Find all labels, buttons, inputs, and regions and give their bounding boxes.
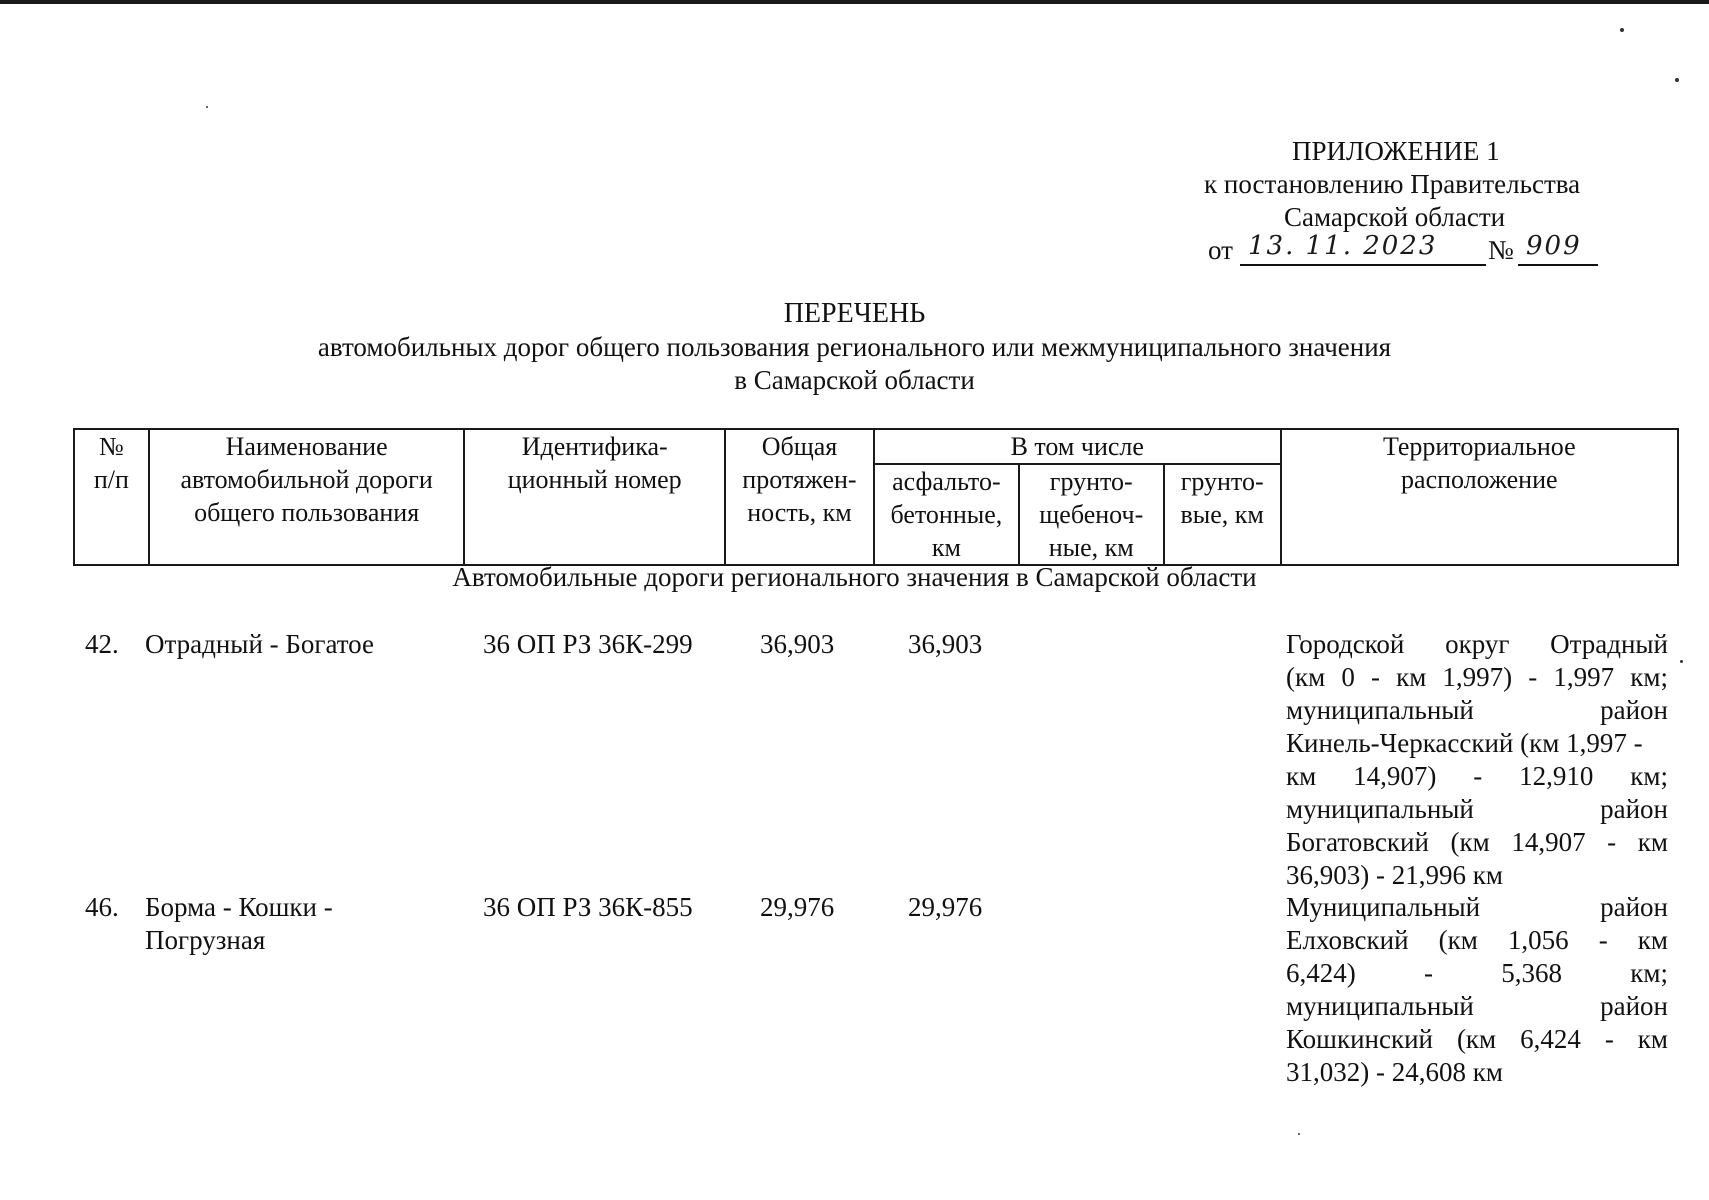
road-id: 36 ОП РЗ 36К-855 — [483, 892, 693, 922]
section-title: Автомобильные дороги регионального значения в Самарской области — [452, 562, 1257, 592]
handwritten-number: 909 — [1526, 231, 1582, 261]
appendix-from-label: от — [1208, 235, 1233, 265]
header-col-number: № п/п — [74, 429, 149, 565]
header-col-total: Общая протяжен- ность, км — [725, 429, 874, 565]
scan-speck — [1298, 1133, 1300, 1135]
scan-speck — [206, 106, 208, 108]
header-col-asphalt: асфальто- бетонные, км — [874, 464, 1019, 565]
handwritten-date: 13. 11. 2023 — [1248, 231, 1438, 261]
scan-top-edge — [0, 0, 1709, 4]
scan-speck — [1620, 28, 1624, 32]
header-col-dirt: грунто- вые, км — [1164, 464, 1281, 565]
header-col-group: В том числе — [874, 429, 1281, 464]
header-col-id: Идентифика- ционный номер — [464, 429, 725, 565]
scan-speck — [1675, 78, 1679, 82]
road-name: Борма - Кошки - — [145, 892, 333, 922]
header-col-territory: Территориальное расположение — [1281, 429, 1678, 565]
document-title: ПЕРЕЧЕНЬ — [783, 298, 926, 329]
road-total-length: 36,903 — [760, 629, 835, 659]
road-asphalt-length: 29,976 — [908, 892, 983, 922]
road-asphalt-length: 36,903 — [908, 629, 983, 659]
number-label: № — [1488, 235, 1514, 265]
roads-table-header — [73, 428, 1679, 566]
road-total-length: 29,976 — [760, 892, 835, 922]
road-id: 36 ОП РЗ 36К-299 — [483, 629, 693, 659]
document-subtitle-2: в Самарской области — [734, 365, 975, 395]
header-col-gravel: грунто- щебеноч- ные, км — [1019, 464, 1164, 565]
row-number: 42. — [85, 629, 119, 659]
scan-speck — [1680, 660, 1683, 663]
row-number: 46. — [85, 892, 119, 922]
road-territory: Муниципальный район Елховский (км 1,056 - км 6,424) - 5,368 км; муниципальный район Кошкинский (км 6,424 - км 31,032) - 24,608 км — [1286, 892, 1668, 1087]
document-subtitle-1: автомобильных дорог общего пользования регионального или межмуниципального значения — [317, 332, 1392, 362]
road-name: Погрузная — [145, 925, 266, 955]
header-col-name: Наименование автомобильной дороги общего пользования — [149, 429, 465, 565]
appendix-line-2: Самарской области — [1284, 202, 1506, 232]
appendix-title: ПРИЛОЖЕНИЕ 1 — [1292, 136, 1500, 166]
road-territory: Городской округ Отрадный (км 0 - км 1,997) - 1,997 км; муниципальный район Кинель-Черкасский (км 1,997 - км 14,907) - 12,910 км; муниципальный район Богатовский (км 14,907 - км 36,903) - 21,996 км — [1286, 629, 1668, 890]
road-name: Отрадный - Богатое — [145, 629, 374, 659]
appendix-line-1: к постановлению Правительства — [1204, 169, 1581, 199]
